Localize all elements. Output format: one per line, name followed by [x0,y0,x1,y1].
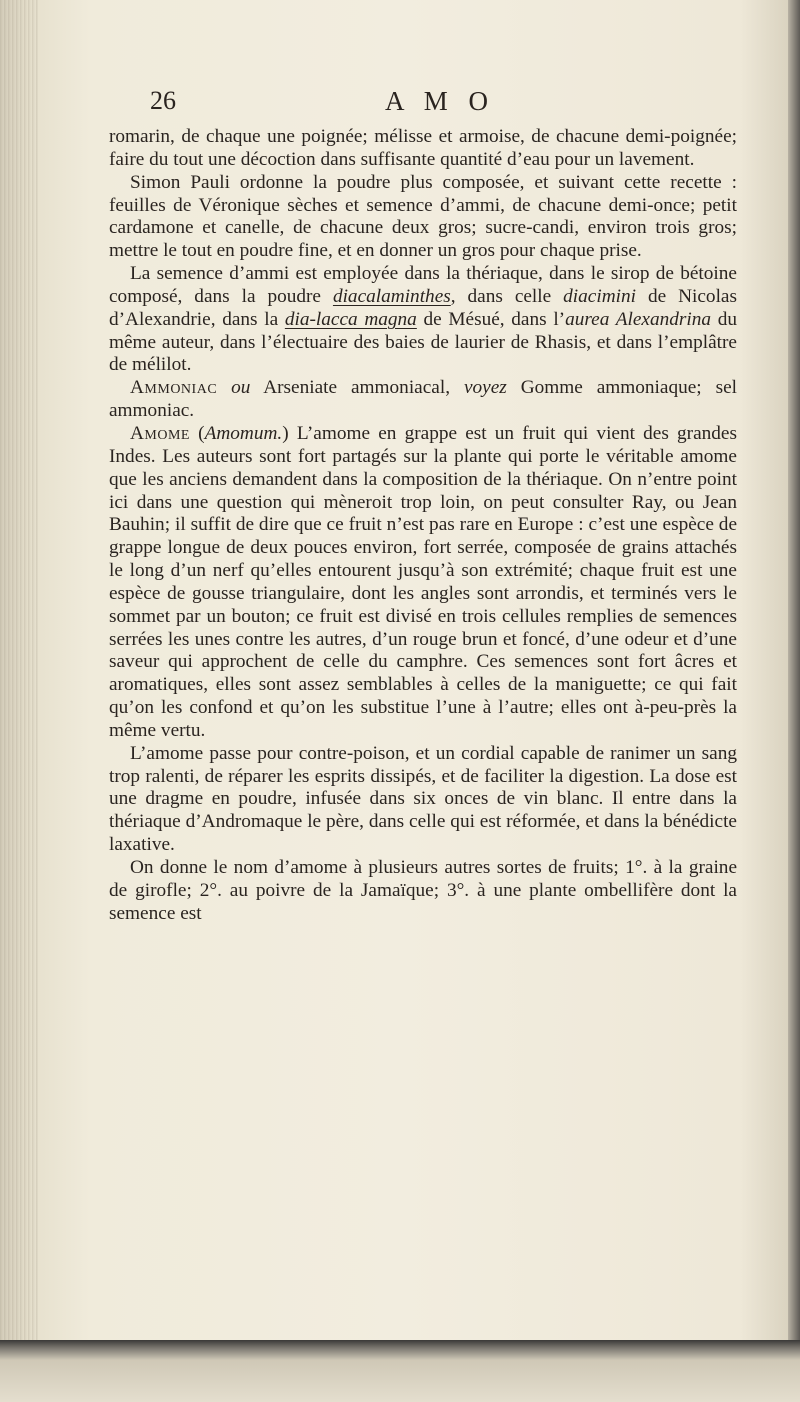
text-run: Amomum. [204,422,283,444]
text-run: ( [189,422,205,444]
text-run: , dans celle [450,285,564,307]
text-run: du même auteur, dans l’électuaire des baies de laurier de Rhasis, et dans l’emplâtre de mélilot. [109,308,737,376]
page-edge-shadow [788,0,800,1402]
text-run: voyez [463,377,507,399]
text-run: On donne le nom d’amome à plusieurs autres sortes de fruits; 1°. à la graine de girofle; 2°. au poivre de la Jamaïque; 3°. à une plante ombellifère dont la semence est [109,857,737,924]
paragraph [109,126,737,172]
page-header [150,86,730,126]
text-run: Gomme ammoniaque; sel ammoniac. [109,377,737,422]
text-run: de Mésué, dans l’ [416,308,566,330]
text-run: diacimini [563,285,636,307]
paragraph [109,377,737,423]
text-run: de Nicolas d’Alexandrie, dans la [109,285,737,330]
page-gutter-shadow [0,0,38,1402]
text-run: Simon Pauli ordonne la poudre plus composée, et suivant cette recette : feuilles de Véronique sèches et semence d’ammi, de chacune demi-once; petit cardamone et canelle, de chacune deux gros; sucre-candi, environ trois gros; mettre le tout en poudre fine, et en donner un gros pour chaque prise. [109,171,737,262]
paragraph [109,423,737,743]
paragraph [109,172,737,263]
text-run: ou [231,377,251,399]
text-run: ) L’amome en grappe est un fruit qui vient des grandes Indes. Les auteurs sont fort partagés sur la plante qui porte le véritable amome que les anciens demandent dans la composition de la thériaque. On n’entre point ici dans une question qui mèneroit trop loin, on peut consulter Ray, ou Jean Bauhin; il suffit de dire que ce fruit n’est pas rare en Europe : c’est une espèce de grappe longue de deux pouces environ, fort serrée, composée de grains attachés le long d’un nerf qu’elles entourent jusqu’à son extrémité; chaque fruit est une espèce de gousse triangulaire, dont les angles sont arrondis, et terminés vers le sommet par un bouton; ce fruit est divisé en trois cellules remplies de semences serrées les unes contre les autres, d’un rouge brun et foncé, d’une odeur et d’une saveur qui approchent de celle du camphre. Ces semences sont fort âcres et aromatiques, elles sont assez semblables à celles de la maniguette; ce qui fait qu’on les confond et qu’on les substitue l’une à l’autre; elles ont à-peu-près la même vertu. [109,422,737,741]
text-run [217,377,231,398]
text-run: diacalaminthes [332,285,451,307]
body-text [109,126,737,926]
text-run: Ammoniac [130,377,218,399]
paragraph [109,263,737,377]
page-bottom-shadow [0,1340,800,1402]
text-run: romarin, de chaque une poignée; mélisse et armoise, de chacune demi-poignée; faire du tout une décoction dans suffisante quantité d’eau pour un lavement. [109,126,737,170]
text-run: Amome [130,422,190,444]
paragraph [109,857,737,926]
text-run: L’amome passe pour contre-poison, et un cordial capable de ranimer un sang trop ralenti, de réparer les esprits dissipés, et de faciliter la digestion. La dose est une dragme en poudre, infusée dans six onces de vin blanc. Il entre dans la thériaque d’Andromaque le père, dans celle qui est réformée, et dans la bénédicte laxative. [109,742,737,856]
text-run: Arseniate ammoniacal, [250,377,464,399]
running-head: A M O [384,86,495,116]
text-run: aurea Alexandrina [565,308,712,330]
text-run: dia-lacca magna [284,308,417,330]
page-number: 26 [150,86,176,115]
paragraph [109,743,737,857]
text-run: La semence d’ammi est employée dans la thériaque, dans le sirop de bétoine composé, dans la poudre [109,263,737,307]
